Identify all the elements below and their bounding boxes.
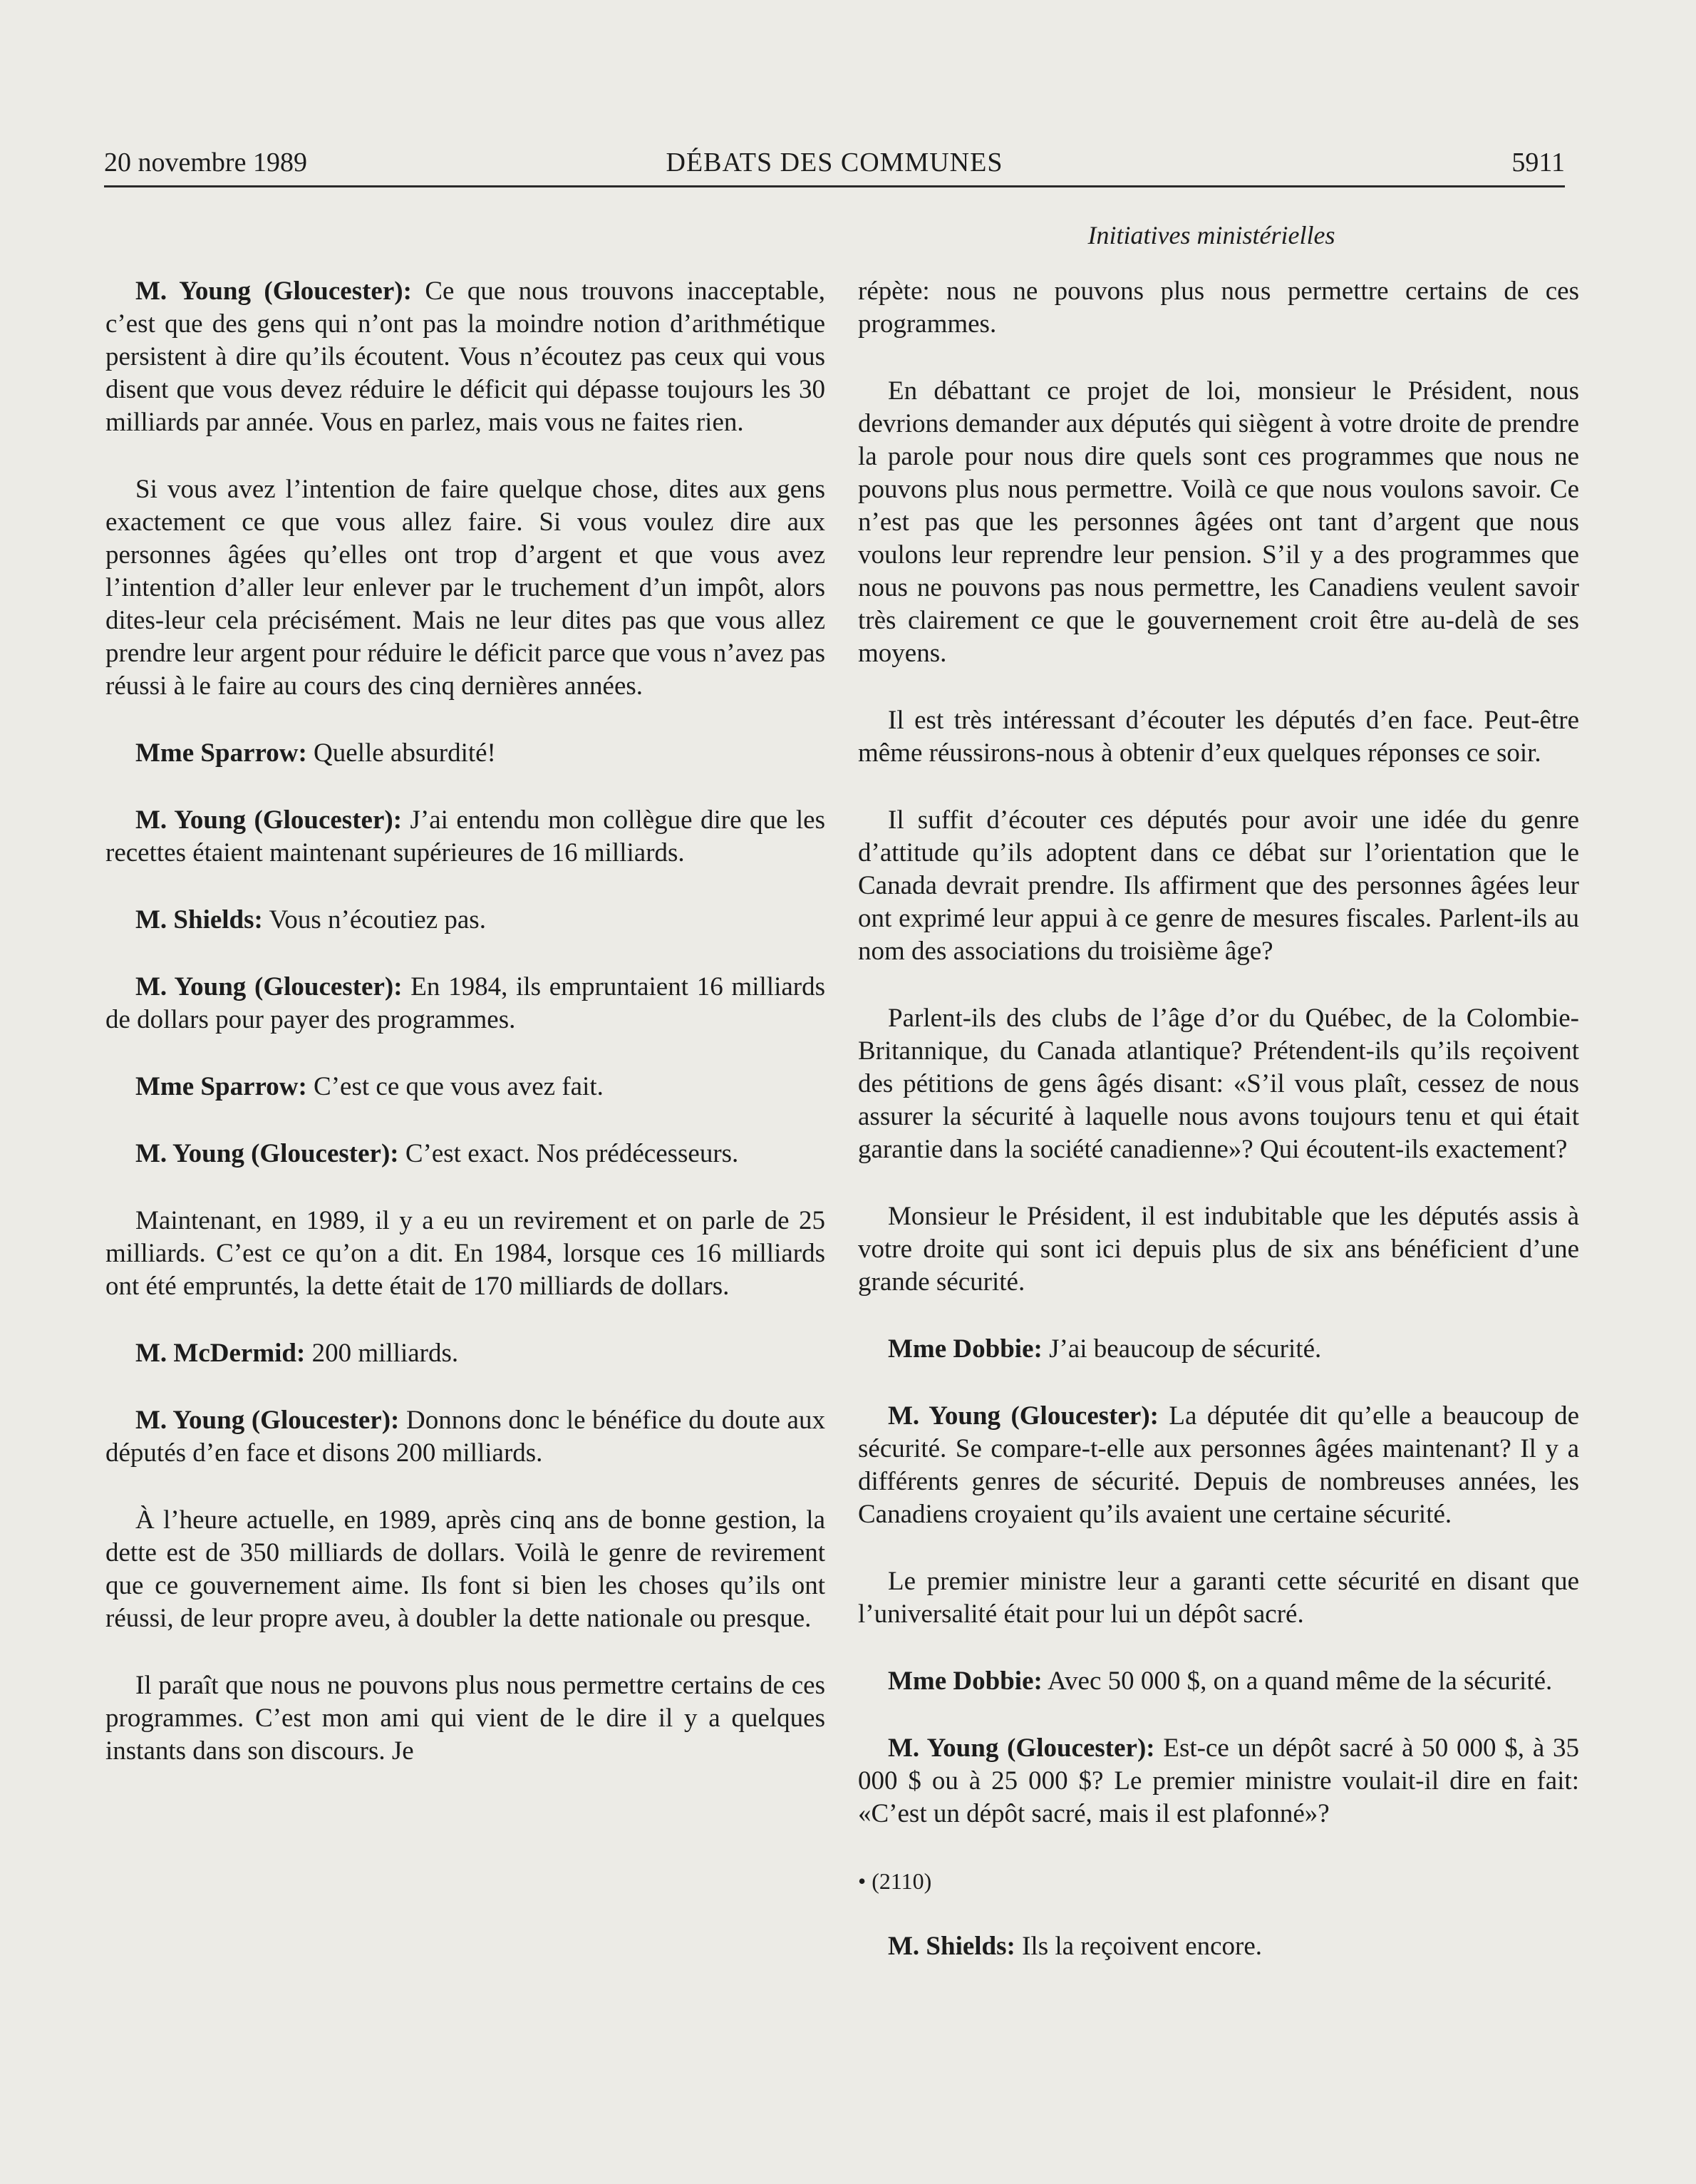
paragraph-text: Est-ce un dépôt sacré à 50 000 $, à 35 000 $ ou à 25 000 $? Le premier ministre voulait-il dire en fait: «C’est un dépôt sacré, mais il est plafonné»? [858,1734,1579,1828]
paragraph [858,1400,1579,1531]
speaker-name: M. Young (Gloucester): [135,1406,400,1435]
right-column [858,275,1579,1997]
paragraph [858,1200,1579,1299]
paragraph-text: Il suffit d’écouter ces députés pour avoir une idée du genre d’attitude qu’ils adoptent dans ce débat sur l’orientation que le Canada devrait prendre. Ils affirment que des personnes âgées leur ont exprimé leur appui à ce genre de mesures fiscales. Parlent-ils au nom des associations du troisième âge? [858,805,1579,966]
header-date: 20 novembre 1989 [104,148,307,177]
paragraph [105,737,825,770]
paragraph-text: Avec 50 000 $, on a quand même de la sécurité. [1048,1667,1553,1696]
paragraph-text: À l’heure actuelle, en 1989, après cinq ans de bonne gestion, la dette est de 350 milliards de dollars. Voilà le genre de revirement que ce gouvernement aime. Ils font si bien les choses qu’ils ont réussi, de leur propre aveu, à doubler la dette nationale ou presque. [105,1505,825,1633]
paragraph [105,904,825,937]
header-rule [104,185,1565,187]
paragraph [858,704,1579,770]
speaker-name: Mme Sparrow: [135,1072,307,1101]
paragraph-text: 200 milliards. [311,1339,459,1368]
speaker-name: M. Young (Gloucester): [135,972,403,1001]
speaker-name: Mme Dobbie: [888,1334,1043,1364]
paragraph [858,1732,1579,1830]
paragraph-text: En 1984, ils empruntaient 16 milliards de dollars pour payer des programmes. [105,972,825,1034]
paragraph [105,1504,825,1635]
paragraph [858,1333,1579,1366]
speaker-name: M. Young (Gloucester): [135,277,412,306]
paragraph-text: Ce que nous trouvons inacceptable, c’est que des gens qui n’ont pas la moindre notion d’arithmétique persistent à dire qu’ils écoutent. Vous n’écoutez pas ceux qui vous disent que vous devez réduire le déficit qui dépasse toujours les 30 milliards par année. Vous en parlez, mais vous ne faites rien. [105,277,826,437]
speaker-name: M. Young (Gloucester): [888,1401,1159,1431]
paragraph [105,804,825,870]
paragraph-text: Si vous avez l’intention de faire quelque chose, dites aux gens exactement ce que vous allez faire. Si vous voulez dire aux personnes âgées qu’elles ont trop d’argent et que vous avez l’intention d’aller leur enlever par le truchement d’un impôt, alors dites-leur cela précisément. Mais ne leur dites pas que vous allez prendre leur argent pour réduire le déficit parce que vous n’avez pas réussi à le faire au cours des cinq dernières années. [105,475,825,701]
paragraph [858,375,1579,670]
paragraph-text: répète: nous ne pouvons plus nous permettre certains de ces programmes. [858,277,1579,339]
header-page-number: 5911 [1511,148,1565,177]
section-label: Initiatives ministérielles [1087,221,1335,249]
paragraph [858,1930,1579,1963]
paragraph-text: En débattant ce projet de loi, monsieur le Président, nous devrions demander aux députés qui siègent à votre droite de prendre la parole pour nous dire quels sont ces programmes que nous ne pouvons plus nous permettre. Voilà ce que nous voulons savoir. Ce n’est pas que les personnes âgées ont tant d’argent que nous voulons leur reprendre leur pension. S’il y a des programmes que nous ne pouvons pas nous permettre, les Canadiens veulent savoir très clairement ce que le gouvernement croit être au-delà de ses moyens. [858,376,1579,668]
paragraph-text: Maintenant, en 1989, il y a eu un revirement et on parle de 25 milliards. C’est ce qu’on a dit. En 1984, lorsque ces 16 milliards ont été empruntés, la dette était de 170 milliards de dollars. [105,1206,825,1301]
paragraph-text: J’ai beaucoup de sécurité. [1049,1334,1322,1364]
speaker-name: M. McDermid: [135,1339,306,1368]
paragraph [105,1071,825,1103]
paragraph-text: Donnons donc le bénéfice du doute aux députés d’en face et disons 200 milliards. [105,1406,825,1468]
paragraph [105,1205,825,1303]
header-journal-title: DÉBATS DES COMMUNES [666,148,1003,177]
paragraph [105,1138,825,1170]
paragraph-text: J’ai entendu mon collègue dire que les recettes étaient maintenant supérieures de 16 milliards. [105,805,826,867]
speaker-name: Mme Sparrow: [135,738,307,768]
paragraph [105,971,825,1036]
paragraph-text: Il paraît que nous ne pouvons plus nous permettre certains de ces programmes. C’est mon ami qui vient de le dire il y a quelques instants dans son discours. Je [105,1671,825,1766]
paragraph-text: C’est exact. Nos prédécesseurs. [405,1139,739,1168]
speaker-name: M. Shields: [135,905,263,934]
speaker-name: Mme Dobbie: [888,1667,1043,1696]
paragraph [858,1665,1579,1698]
speaker-name: M. Young (Gloucester): [888,1734,1155,1763]
paragraph-text: Il est très intéressant d’écouter les députés d’en face. Peut-être même réussirons-nous à obtenir d’eux quelques réponses ce soir. [858,706,1579,768]
paragraph [105,1669,825,1768]
paragraph-text: Monsieur le Président, il est indubitable que les députés assis à votre droite qui sont ici depuis plus de six ans bénéficient d’une grande sécurité. [858,1202,1579,1297]
paragraph [105,473,825,703]
paragraph [858,804,1579,968]
paragraph [105,1404,825,1470]
left-column [105,275,825,1802]
speaker-name: M. Shields: [888,1932,1015,1961]
paragraph [858,1565,1579,1631]
paragraph-text: La députée dit qu’elle a beaucoup de sécurité. Se compare-t-elle aux personnes âgées maintenant? Il y a différents genres de sécurité. Depuis de nombreuses années, les Canadiens croyaient qu’ils avaient une certaine sécurité. [858,1401,1579,1529]
paragraph [105,275,825,439]
paragraph-text: Le premier ministre leur a garanti cette sécurité en disant que l’universalité était pour lui un dépôt sacré. [858,1567,1579,1629]
time-marker: • (2110) [858,1868,932,1894]
page-header [104,143,1565,182]
paragraph [858,275,1579,341]
paragraph-text: Quelle absurdité! [314,738,496,768]
speaker-name: M. Young (Gloucester): [135,805,403,835]
paragraph [858,1002,1579,1166]
paragraph-text: C’est ce que vous avez fait. [314,1072,604,1101]
paragraph [105,1337,825,1370]
paragraph-text: Parlent-ils des clubs de l’âge d’or du Québec, de la Colombie-Britannique, du Canada atlantique? Prétendent-ils qu’ils reçoivent des pétitions de gens âgés disant: «S’il vous plaît, cessez de nous assurer la sécurité à laquelle nous avons toujours tenu et qui était garantie dans la société canadienne»? Qui écoutent-ils exactement? [858,1004,1579,1164]
paragraph-text: Vous n’écoutiez pas. [269,905,486,934]
speaker-name: M. Young (Gloucester): [135,1139,399,1168]
paragraph-text: Ils la reçoivent encore. [1022,1932,1263,1961]
